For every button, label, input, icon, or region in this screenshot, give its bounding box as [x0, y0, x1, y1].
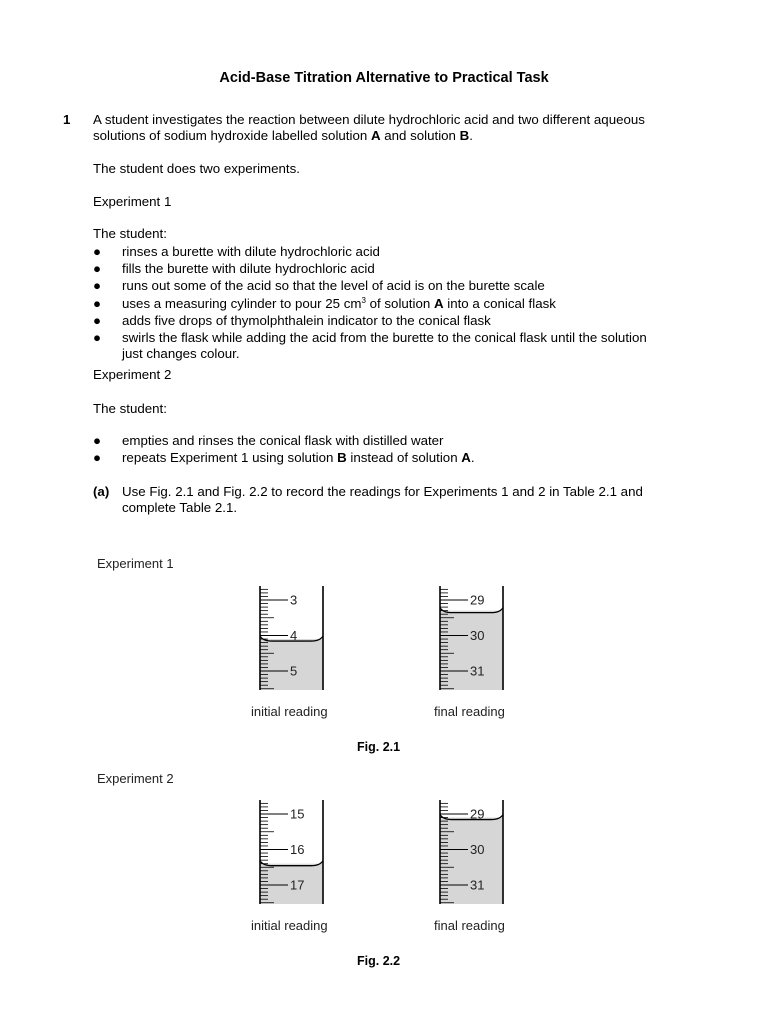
exp1-step-5: adds five drops of thymolphthalein indicator to the conical flask [122, 313, 491, 328]
scale-label: 3 [290, 592, 298, 608]
scale-label: 17 [290, 877, 305, 893]
fig2-caption: Fig. 2.2 [357, 954, 401, 968]
bullet-icon: ● [93, 313, 102, 328]
fig1-initial-label: initial reading [251, 704, 328, 719]
exp1-step-3: runs out some of the acid so that the level of acid is on the burette scale [122, 278, 545, 293]
the-student-label-1: The student: [93, 226, 167, 241]
bullet-icon: ● [93, 296, 102, 311]
exp1-step-6-line-1: swirls the flask while adding the acid from the burette to the conical flask until the solution [122, 330, 647, 345]
intro-line-2: solutions of sodium hydroxide labelled solution A and solution B. [93, 128, 473, 143]
fig2-experiment-label: Experiment 2 [97, 771, 174, 786]
question-number: 1 [63, 112, 71, 127]
scale-label: 4 [290, 628, 298, 643]
exp1-step-6-line-2: just changes colour. [122, 346, 240, 361]
exp1-step-1: rinses a burette with dilute hydrochloric acid [122, 244, 380, 259]
two-experiments-text: The student does two experiments. [93, 161, 300, 176]
part-a-line-1: Use Fig. 2.1 and Fig. 2.2 to record the readings for Experiments 1 and 2 in Table 2.1 and [122, 484, 643, 499]
scale-label: 30 [470, 842, 485, 857]
exp1-step-2: fills the burette with dilute hydrochloric acid [122, 261, 375, 276]
experiment-2-heading: Experiment 2 [93, 367, 172, 382]
exp1-step-4: uses a measuring cylinder to pour 25 $cm^3$ of solution A into a conical flask [122, 296, 556, 311]
scale-label: 16 [290, 842, 305, 857]
bullet-icon: ● [93, 433, 102, 448]
fig1-final-label: final reading [434, 704, 505, 719]
scale-label: 15 [290, 806, 305, 822]
fig2-initial-burette [255, 798, 335, 906]
the-student-label-2: The student: [93, 401, 167, 416]
fig2-initial-label: initial reading [251, 918, 328, 933]
part-a-line-2: complete Table 2.1. [122, 500, 238, 515]
bullet-icon: ● [93, 278, 102, 293]
fig2-final-label: final reading [434, 918, 505, 933]
fig1-caption: Fig. 2.1 [357, 740, 401, 754]
fig2-final-burette [435, 798, 515, 906]
part-a-label: (a) [93, 484, 110, 499]
bullet-icon: ● [93, 450, 102, 465]
scale-label: 31 [470, 877, 485, 893]
exp2-step-2: repeats Experiment 1 using solution B instead of solution A. [122, 450, 475, 465]
bullet-icon: ● [93, 261, 102, 276]
page-title: Acid-Base Titration Alternative to Practical Task [219, 70, 549, 86]
bullet-icon: ● [93, 244, 102, 259]
experiment-1-heading: Experiment 1 [93, 194, 172, 209]
fig1-final-burette [435, 584, 515, 692]
exp2-step-1: empties and rinses the conical flask with distilled water [122, 433, 444, 448]
fig1-experiment-label: Experiment 1 [97, 556, 174, 571]
intro-line-1: A student investigates the reaction between dilute hydrochloric acid and two different aqueous [93, 112, 645, 127]
scale-label: 29 [470, 592, 485, 608]
scale-label: 31 [470, 663, 485, 679]
scale-label: 5 [290, 663, 298, 679]
scale-label: 30 [470, 628, 485, 643]
bullet-icon: ● [93, 330, 102, 345]
fig1-initial-burette [255, 584, 335, 692]
scale-label: 29 [470, 806, 485, 822]
